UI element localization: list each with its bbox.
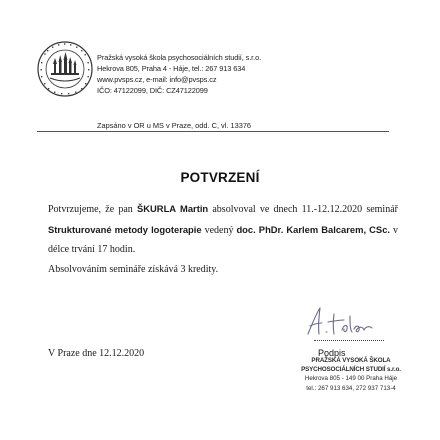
duration-text: v délce trvání 17 hodin. <box>48 224 398 256</box>
school-web-email: www.pvsps.cz, e-mail: info@pvsps.cz <box>97 75 217 84</box>
stamp-line-1: PRAŽSKÁ VYSOKÁ ŠKOLA <box>311 357 391 364</box>
issue-date: V Praze dne 12.12.2020 <box>48 348 145 359</box>
school-seal-logo <box>36 40 94 98</box>
lecturer-name: doc. PhDr. Karlem Balcarem, CSc. <box>236 223 391 235</box>
school-address: Hekrova 805, Praha 4 - Háje, tel.: 267 913 634 <box>97 64 246 73</box>
led-text: vedený <box>201 224 237 236</box>
school-ids: IČO: 47122099, DIČ: CZ47122099 <box>97 86 208 95</box>
document-body <box>48 199 398 279</box>
signature-dotted-line <box>314 340 384 341</box>
stamp-line-4: tel.: 267 913 634, 272 937 713-4 <box>306 384 396 392</box>
handwritten-signature <box>300 302 382 342</box>
registration-line: Zapsáno v OR u MS v Praze, odd. C, vl. 13376 <box>97 121 252 130</box>
document-title: POTVRZENÍ <box>180 170 260 185</box>
mid-text: absolvoval ve dnech 11.-12.12.2020 seminář <box>208 204 398 215</box>
person-name: ŠKURLA Martin <box>137 203 209 214</box>
stamp-line-2: PSYCHOSOCIÁLNÍCH STUDIÍ s.r.o. <box>301 366 401 374</box>
header-divider <box>37 131 389 132</box>
stamp-line-3: Hekrova 805 - 149 00 Praha Háje <box>304 375 398 383</box>
signature-label: Podpis <box>318 348 346 358</box>
intro-text: Potvrzujeme, že pan <box>48 204 137 215</box>
official-stamp <box>287 356 415 393</box>
letterhead <box>97 52 427 96</box>
certificate-paragraph <box>48 199 398 260</box>
seminar-name: Strukturované metody logoterapie <box>48 223 202 235</box>
credits-paragraph: Absolvováním semináře získává 3 kredity. <box>48 263 219 275</box>
school-name: Pražská vysoká škola psychosociálních studií, s.r.o. <box>97 53 262 62</box>
